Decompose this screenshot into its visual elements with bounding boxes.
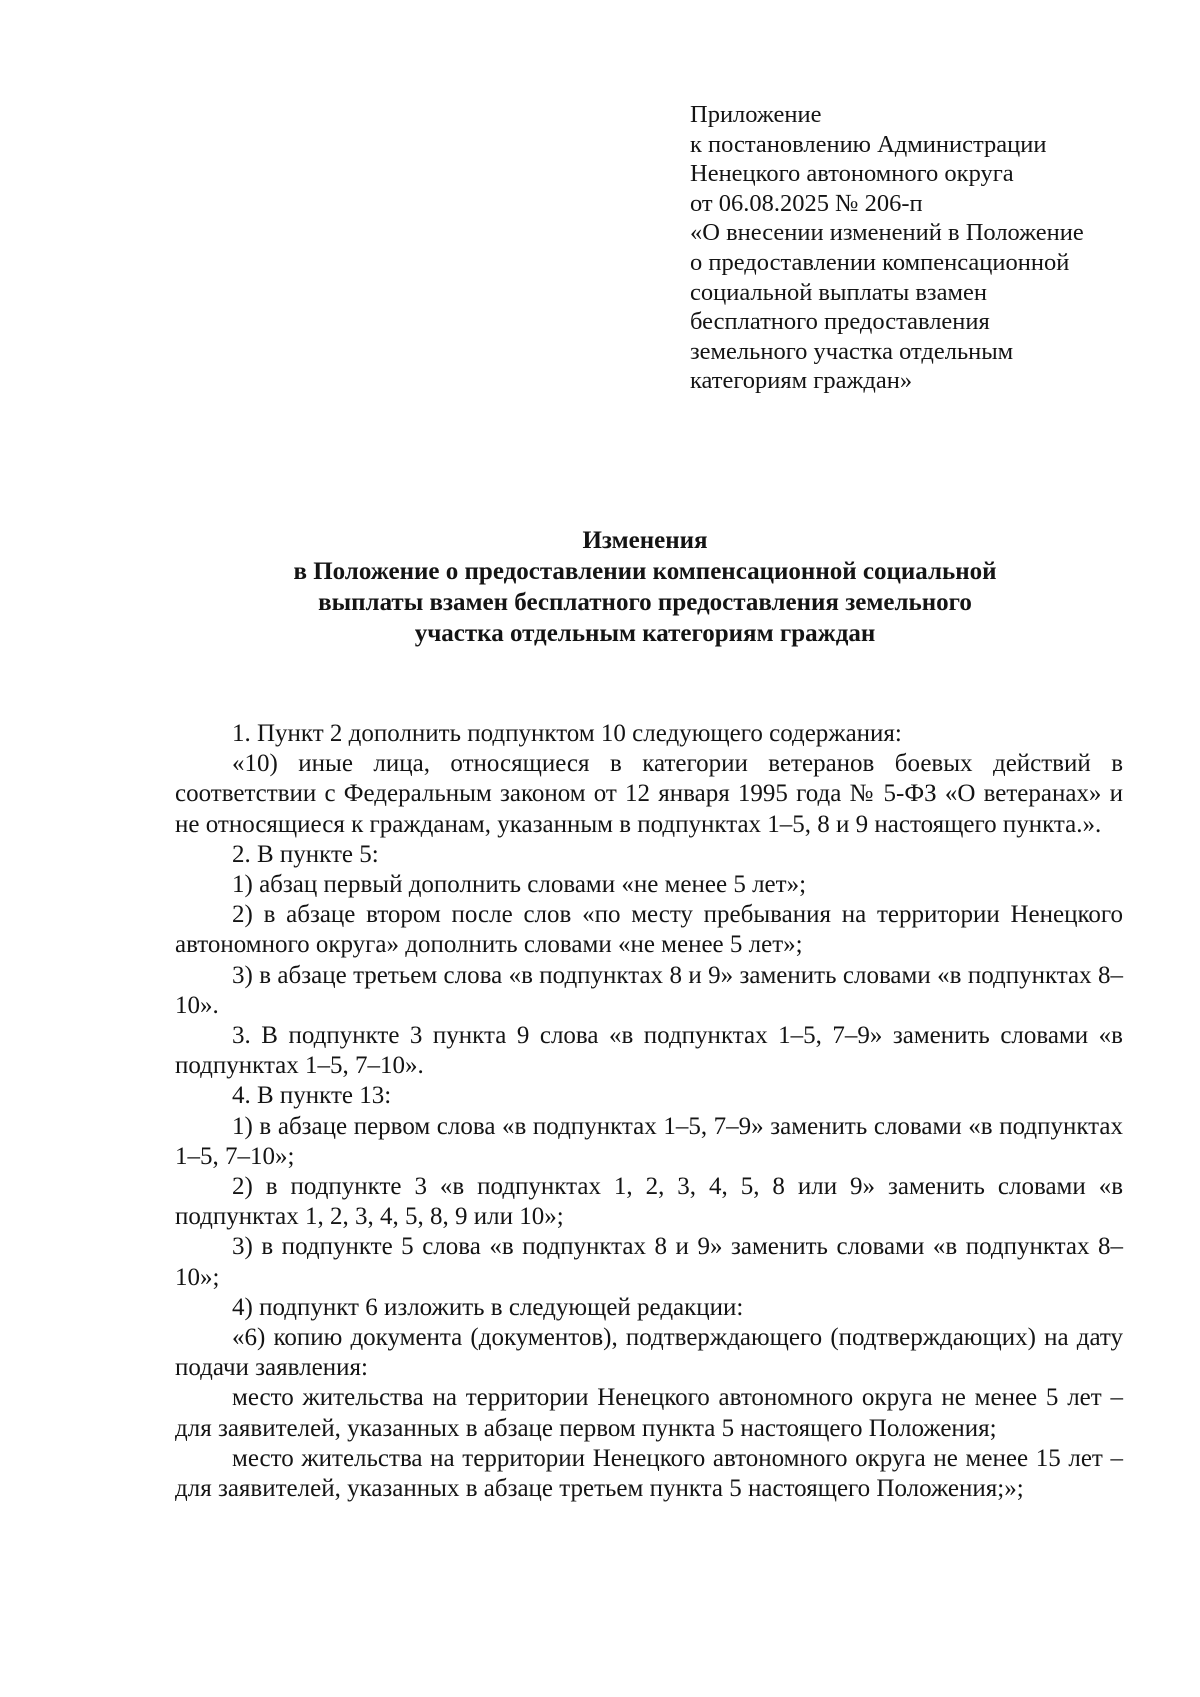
paragraph: 1. Пункт 2 дополнить подпунктом 10 следующего содержания: xyxy=(232,720,902,747)
document-body xyxy=(175,719,1123,1504)
document-title xyxy=(170,525,1120,649)
paragraph: 2) в абзаце втором после слов «по месту пребывания на территории Ненецкого автономного округа» дополнить словами «не менее 5 лет»; xyxy=(175,901,1123,959)
appendix-line: категориям граждан» xyxy=(690,367,913,395)
appendix-line: «О внесении изменений в Положение xyxy=(690,219,1084,247)
appendix-line: к постановлению Администрации xyxy=(690,130,1047,158)
appendix-line: Приложение xyxy=(690,101,822,128)
paragraph: 2) в подпункте 3 «в подпунктах 1, 2, 3, 4, 5, 8 или 9» заменить словами «в подпунктах 1, 2, 3, 4, 5, 8, 9 или 10»; xyxy=(175,1173,1123,1231)
appendix-line: социальной выплаты взамен xyxy=(690,278,987,306)
appendix-line: земельного участка отдельным xyxy=(690,337,1014,365)
appendix-header xyxy=(690,100,1160,396)
appendix-line: о предоставлении компенсационной xyxy=(690,248,1070,276)
title-line: Изменения xyxy=(582,527,708,554)
appendix-line: бесплатного предоставления xyxy=(690,308,990,336)
title-line: в Положение о предоставлении компенсационной социальной xyxy=(293,558,997,585)
paragraph: «10) иные лица, относящиеся в категории ветеранов боевых действий в соответствии с Федеральным законом от 12 января 1995 года № 5-ФЗ «О ветеранах» и не относящиеся к гражданам, указанным в подпунктах 1–5, 8 и 9 настоящего пункта.». xyxy=(175,750,1123,838)
paragraph: место жительства на территории Ненецкого автономного округа не менее 15 лет – для заявителей, указанных в абзаце третьем пункта 5 настоящего Положения;»; xyxy=(175,1444,1123,1503)
paragraph: 2. В пункте 5: xyxy=(232,840,379,868)
paragraph: 3) в абзаце третьем слова «в подпунктах 8 и 9» заменить словами «в подпунктах 8–10». xyxy=(175,961,1123,1019)
appendix-line: от 06.08.2025 № 206-п xyxy=(690,189,923,217)
appendix-line: Ненецкого автономного округа xyxy=(690,160,1014,188)
paragraph: 1) абзац первый дополнить словами «не менее 5 лет»; xyxy=(232,871,807,899)
paragraph: 4) подпункт 6 изложить в следующей редакции: xyxy=(232,1293,744,1321)
paragraph: 4. В пункте 13: xyxy=(232,1082,392,1110)
paragraph: место жительства на территории Ненецкого автономного округа не менее 5 лет – для заявителей, указанных в абзаце первом пункта 5 настоящего Положения; xyxy=(175,1384,1123,1442)
title-line: участка отдельным категориям граждан xyxy=(414,620,876,647)
paragraph: 1) в абзаце первом слова «в подпунктах 1–5, 7–9» заменить словами «в подпунктах 1–5, 7–10»; xyxy=(175,1112,1123,1170)
paragraph: «6) копию документа (документов), подтверждающего (подтверждающих) на дату подачи заявления: xyxy=(175,1324,1123,1382)
paragraph: 3) в подпункте 5 слова «в подпунктах 8 и 9» заменить словами «в подпунктах 8–10»; xyxy=(175,1233,1123,1291)
title-line: выплаты взамен бесплатного предоставления земельного xyxy=(318,589,972,616)
paragraph: 3. В подпункте 3 пункта 9 слова «в подпунктах 1–5, 7–9» заменить словами «в подпунктах 1–5, 7–10». xyxy=(175,1022,1123,1080)
